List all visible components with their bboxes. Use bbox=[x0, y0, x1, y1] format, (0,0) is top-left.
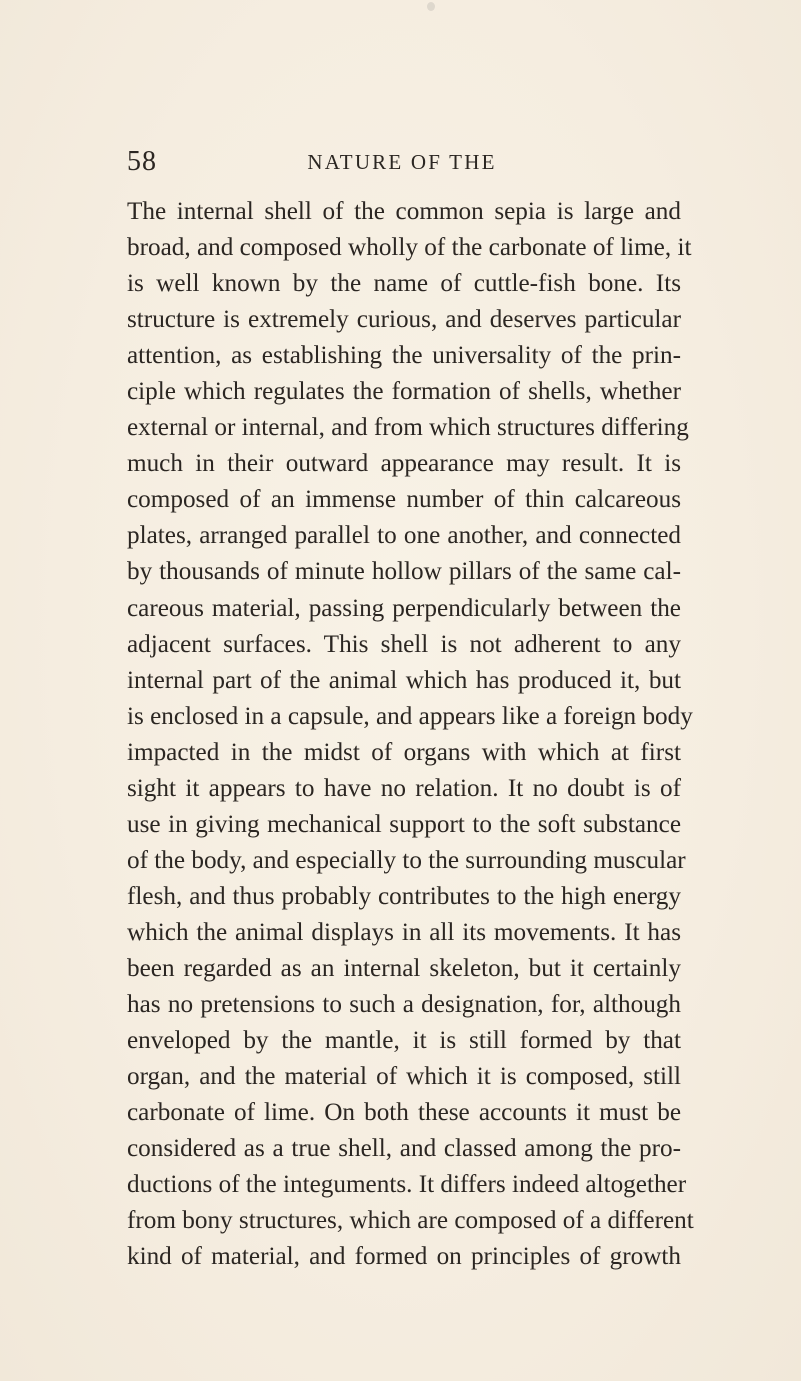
text-line: which the animal displays in all its movements. It has bbox=[127, 918, 681, 946]
text-line: attention, as establishing the universality of the prin- bbox=[127, 342, 681, 370]
text-line: ciple which regulates the formation of shells, whether bbox=[127, 378, 681, 406]
text-line: enveloped by the mantle, it is still formed by that bbox=[127, 1027, 681, 1055]
text-line: from bony structures, which are composed of a different bbox=[127, 1207, 694, 1235]
text-line: impacted in the midst of organs with which at first bbox=[127, 738, 681, 766]
text-line: by thousands of minute hollow pillars of the same cal- bbox=[127, 558, 681, 586]
text-line: much in their outward appearance may result. It is bbox=[127, 450, 681, 478]
page-number: 58 bbox=[127, 146, 157, 177]
text-line: composed of an immense number of thin calcareous bbox=[127, 486, 681, 514]
text-line: ductions of the integuments. It differs indeed altogether bbox=[127, 1171, 687, 1199]
text-line: internal part of the animal which has produced it, but bbox=[127, 666, 681, 694]
text-line: external or internal, and from which structures differing bbox=[127, 414, 689, 442]
text-line: broad, and composed wholly of the carbonate of lime, it bbox=[127, 234, 692, 262]
text-line: has no pretensions to such a designation, for, although bbox=[127, 991, 681, 1019]
text-line: sight it appears to have no relation. It no doubt is of bbox=[127, 774, 681, 802]
text-line: been regarded as an internal skeleton, but it certainly bbox=[127, 954, 681, 982]
paper-speck bbox=[427, 2, 435, 11]
text-line: flesh, and thus probably contributes to the high energy bbox=[127, 882, 681, 910]
text-line: is well known by the name of cuttle-fish bone. Its bbox=[127, 270, 681, 298]
text-line: is enclosed in a capsule, and appears like a foreign body bbox=[127, 702, 693, 730]
text-line: The internal shell of the common sepia is large and bbox=[127, 198, 681, 225]
text-line: careous material, passing perpendicularly between the bbox=[127, 594, 681, 622]
text-line: organ, and the material of which it is composed, still bbox=[127, 1063, 681, 1091]
text-line: adjacent surfaces. This shell is not adherent to any bbox=[127, 630, 681, 658]
body-paragraph bbox=[127, 194, 694, 1275]
text-line: plates, arranged parallel to one another, and connected bbox=[127, 522, 681, 550]
text-line: kind of material, and formed on principles of growth bbox=[127, 1243, 681, 1271]
page-header bbox=[127, 146, 677, 186]
text-line: use in giving mechanical support to the soft substance bbox=[127, 810, 681, 838]
text-line: considered as a true shell, and classed among the pro- bbox=[127, 1135, 681, 1163]
text-line: of the body, and especially to the surrounding muscular bbox=[127, 846, 686, 874]
text-line: carbonate of lime. On both these accounts it must be bbox=[127, 1099, 681, 1127]
text-line: structure is extremely curious, and deserves particular bbox=[127, 306, 681, 334]
running-title: NATURE OF THE bbox=[307, 150, 497, 174]
